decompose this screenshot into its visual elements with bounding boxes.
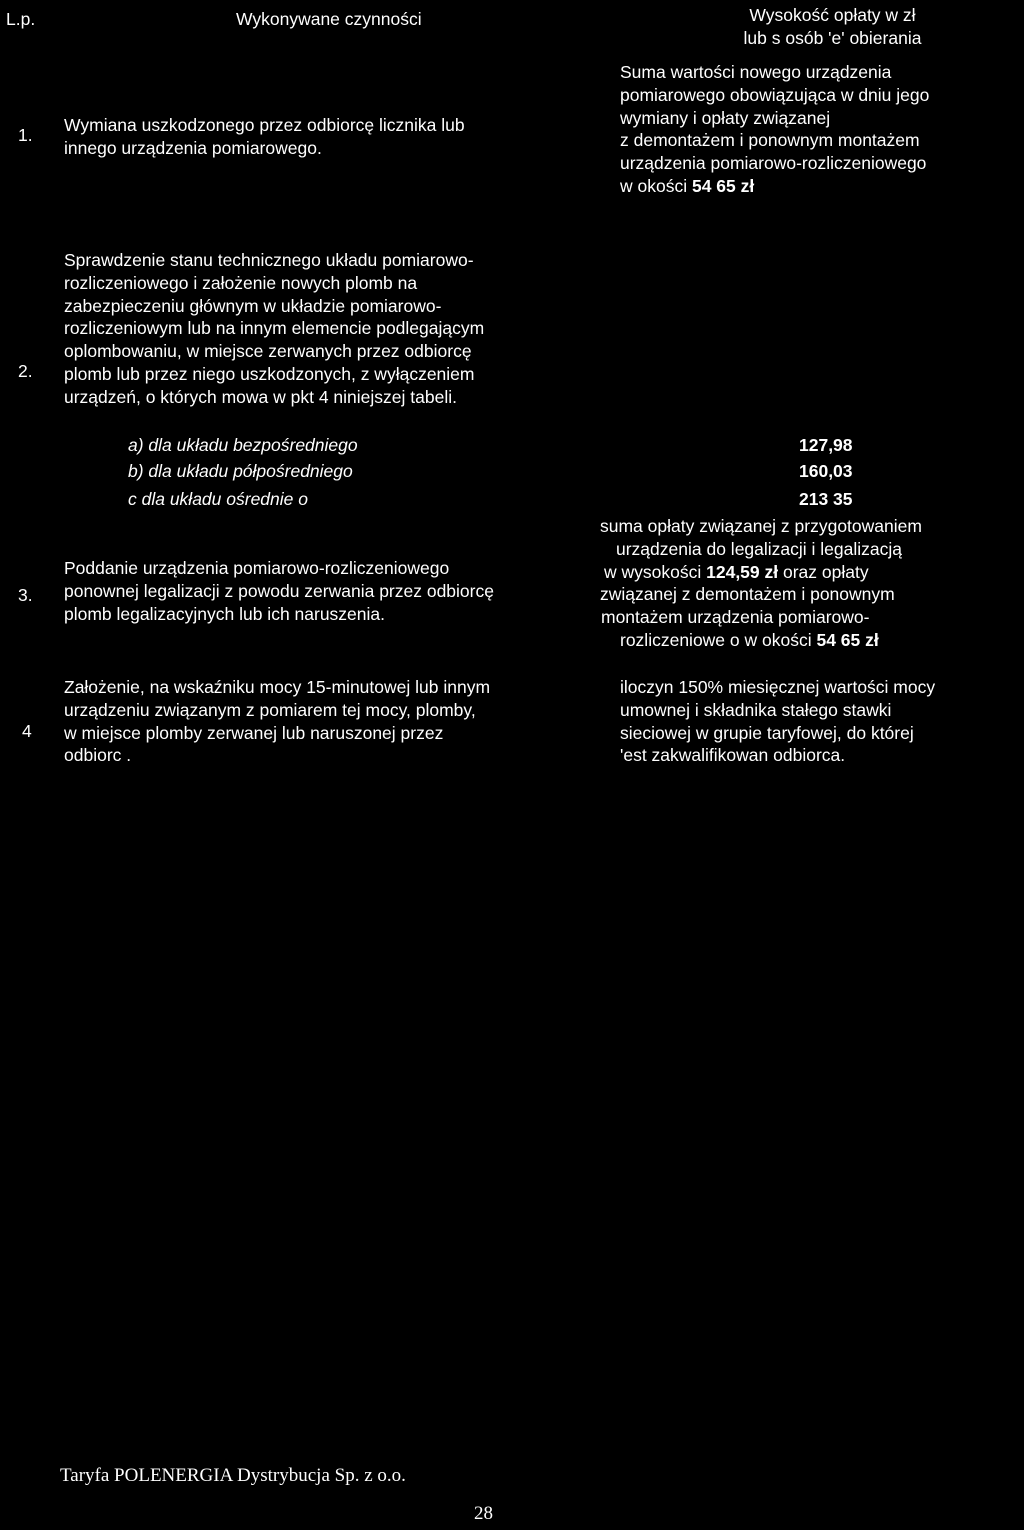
row-1-fee-line: urządzenia pomiarowo-rozliczeniowego [620, 153, 927, 174]
row-1-activity-line: Wymiana uszkodzonego przez odbiorcę licznika lub [64, 115, 465, 135]
row-3-fee-line: związanej z demontażem i ponownym [600, 584, 895, 605]
row-1-fee-line: Suma wartości nowego urządzenia [620, 62, 892, 82]
row-1-fee-line: wymiany i opłaty związanej [620, 107, 831, 128]
row-2-activity-line: urządzeń, o których mowa w pkt 4 niniejszej tabeli. [64, 386, 457, 407]
row-4-fee-line: umownej i składnika stałego stawki [620, 699, 892, 720]
row-4-activity-line: Założenie, na wskaźniku mocy 15-minutowej lub innym [64, 677, 491, 697]
row-1-fee-last-line [620, 175, 929, 198]
row-4-fee [620, 676, 935, 767]
row-4-fee-line: sieciowej w grupie taryfowej, do której [620, 722, 914, 743]
row-3-fee-line [600, 561, 922, 584]
row-2-activity-line: rozliczeniowym lub na innym elemencie podlegającym [64, 318, 485, 339]
header-activity: Wykonywane czynności [236, 9, 422, 29]
row-3-activity-line: ponownej legalizacji z powodu zerwania przez odbiorcę [64, 580, 494, 601]
row-1-activity [64, 114, 465, 160]
row-1-number: 1. [18, 125, 33, 145]
row-4-activity-line: w miejsce plomby zerwanej lub naruszonej przez [64, 722, 444, 743]
row-3-activity-line: plomb legalizacyjnych lub ich naruszenia. [64, 603, 386, 624]
header-fee-line1: Wysokość opłaty w zł [749, 5, 916, 25]
row-3-fee [600, 515, 922, 652]
row-2-subitem-c-value: 213 35 [799, 489, 853, 509]
row-4-number: 4 [22, 721, 32, 741]
row-3-fee-line: montażem urządzenia pomiarowo- [601, 607, 870, 628]
row-2-subitem-c-label: c dla układu ośrednie o [128, 489, 308, 509]
row-3-number: 3. [18, 585, 33, 605]
row-2-activity-line: Sprawdzenie stanu technicznego układu pomiarowo- [64, 250, 474, 270]
row-2-activity-line: plomb lub przez niego uszkodzonych, z wyłączeniem [64, 363, 475, 384]
header-fee-line2: lub s osób 'e' obierania [743, 27, 922, 48]
row-3-fee-line: suma opłaty związanej z przygotowaniem [600, 516, 922, 536]
row-2-activity [64, 249, 484, 409]
row-3-fee-suffix: oraz opłaty [783, 561, 869, 582]
row-3-fee-last-prefix: rozliczeniowe o w okości [620, 629, 812, 650]
row-3-activity [64, 557, 494, 625]
row-3-fee-prefix: w wysokości [604, 561, 702, 582]
row-2-activity-line: zabezpieczeniu głównym w układzie pomiarowo- [64, 295, 442, 316]
row-2-activity-line: rozliczeniowego i założenie nowych plomb na [64, 272, 418, 293]
row-1-fee-last-prefix: w okości [620, 175, 688, 196]
row-1-fee-line: z demontażem i ponownym montażem [620, 130, 920, 151]
row-1-fee-line: pomiarowego obowiązująca w dniu jego [620, 84, 930, 105]
row-4-fee-line: iloczyn 150% miesięcznej wartości mocy [620, 677, 936, 697]
row-2-subitem-a-label: a) dla układu bezpośredniego [128, 435, 358, 455]
row-4-activity [64, 676, 490, 767]
row-1-fee-amount: 54 65 zł [691, 175, 755, 196]
header-lp: L.p. [6, 9, 36, 29]
row-2-subitem-a-value: 127,98 [799, 435, 853, 455]
row-1-fee [620, 61, 929, 198]
row-4-activity-line: odbiorc . [64, 745, 132, 766]
header-fee [700, 4, 965, 50]
row-3-fee-amount: 124,59 zł [706, 561, 779, 582]
row-4-activity-line: urządzeniu związanym z pomiarem tej mocy, plomby, [64, 699, 476, 720]
row-2-subitem-b-value: 160,03 [799, 461, 853, 481]
footer-company: Taryfa POLENERGIA Dystrybucja Sp. z o.o. [60, 1465, 406, 1486]
row-3-fee-line [600, 629, 922, 652]
page-number: 28 [474, 1503, 493, 1524]
row-2-subitem-b-label: b) dla układu półpośredniego [128, 461, 353, 481]
row-1-activity-line: innego urządzenia pomiarowego. [64, 137, 322, 158]
row-3-fee-last-amount: 54 65 zł [816, 629, 879, 650]
row-3-fee-line: urządzenia do legalizacji i legalizacją [616, 538, 902, 559]
row-2-number: 2. [18, 361, 33, 381]
row-3-activity-line: Poddanie urządzenia pomiarowo-rozliczeniowego [64, 558, 450, 578]
row-4-fee-line: 'est zakwalifikowan odbiorca. [620, 745, 846, 766]
row-2-activity-line: oplombowaniu, w miejsce zerwanych przez odbiorcę [64, 341, 472, 362]
